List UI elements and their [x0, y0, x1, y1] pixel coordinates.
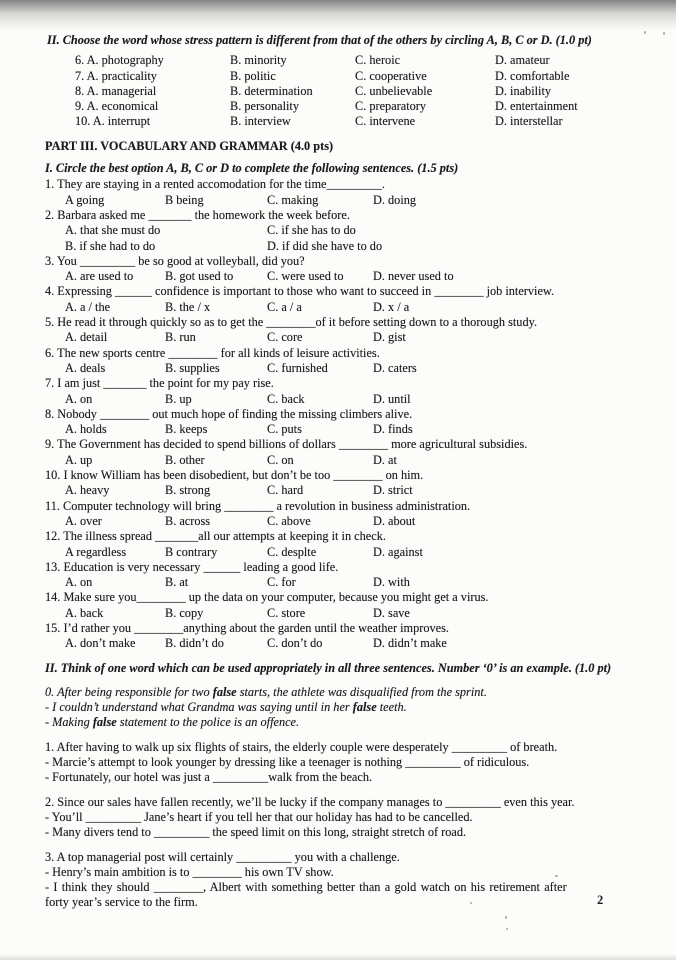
- option-a: A. detail: [65, 330, 108, 345]
- stress-question-row: [75, 69, 650, 84]
- options-row: [45, 269, 650, 284]
- stress-option-d: D. comfortable: [495, 68, 570, 83]
- item-sentence: 3. A top managerial post will certainly _________ you with a challenge.: [45, 849, 400, 864]
- stress-question-row: [75, 99, 650, 114]
- option-c: C. on: [267, 452, 294, 467]
- item-sentence: - Henry’s main ambition is to ________ his own TV show.: [45, 864, 334, 879]
- option-b: B. across: [165, 513, 211, 528]
- question-stem: 1. They are staying in a rented accomodation for the time_________.: [45, 177, 385, 192]
- option-a: A. on: [65, 575, 93, 590]
- option-b: B. the / x: [165, 299, 211, 314]
- option-a: A. back: [65, 605, 104, 620]
- option-a: A going: [65, 192, 105, 207]
- part3-heading: PART III. VOCABULARY AND GRAMMAR (4.0 pts): [45, 138, 334, 153]
- option-b: B. up: [165, 391, 192, 406]
- stress-option-a: 9. A. economical: [75, 99, 159, 114]
- option-a: A regardless: [65, 544, 127, 559]
- option-d: D. caters: [373, 360, 417, 375]
- option-a: A. heavy: [65, 483, 110, 498]
- options-row: [45, 223, 650, 238]
- example-text-segment: - Making: [45, 715, 93, 730]
- item-sentence: - Marcie’s attempt to look younger by dressing like a teenager is nothing _________ of ridiculous.: [45, 755, 530, 770]
- item-sentence: - Fortunately, our hotel was just a _________walk from the beach.: [45, 770, 373, 785]
- option-c: C. furnished: [267, 360, 328, 375]
- scan-noise-dot: [506, 928, 508, 930]
- option-d: D. never used to: [373, 269, 454, 284]
- stress-option-b: B. determination: [230, 83, 313, 98]
- option-b: B contrary: [165, 544, 218, 559]
- option-b: B. didn’t do: [165, 636, 224, 651]
- option-c: C. core: [267, 330, 303, 345]
- option-b: B. strong: [165, 483, 211, 498]
- option-d: D. if did she have to do: [267, 238, 383, 253]
- option-c: C. a / a: [267, 299, 302, 314]
- option-b: B. got used to: [165, 269, 234, 284]
- option-a: A. holds: [65, 422, 107, 437]
- scan-noise-dot: [505, 916, 507, 919]
- example-sentence: [45, 700, 650, 715]
- stress-option-c: C. preparatory: [355, 99, 427, 114]
- stress-option-d: D. amateur: [495, 53, 550, 68]
- option-a: A. are used to: [65, 269, 134, 284]
- example-block: [45, 685, 650, 731]
- option-d: D. didn’t make: [373, 636, 447, 651]
- question-stem: 7. I am just _______ the point for my pay rise.: [45, 376, 274, 391]
- stress-question-row: [75, 84, 650, 99]
- option-d: D. finds: [373, 422, 413, 437]
- section1-heading: I. Circle the best option A, B, C or D to complete the following sentences. (1.5 pts): [45, 161, 459, 176]
- stress-option-b: B. politic: [230, 68, 276, 83]
- item-sentence: - Many divers tend to _________ the speed limit on this long, straight stretch of road.: [45, 825, 467, 840]
- stress-option-b: B. personality: [230, 99, 299, 114]
- option-a: A. over: [65, 513, 102, 528]
- page-number: 2: [597, 893, 604, 907]
- option-d: D. against: [373, 544, 423, 559]
- option-d: D. until: [373, 391, 411, 406]
- example-keyword: false: [92, 715, 117, 730]
- option-c: C. hard: [267, 483, 304, 498]
- question-stem: 8. Nobody ________ out much hope of finding the missing climbers alive.: [45, 406, 413, 421]
- option-d: D. at: [373, 452, 397, 467]
- example-keyword: false: [352, 700, 377, 715]
- question-stem: 14. Make sure you________ up the data on your computer, because you might get a virus.: [45, 590, 489, 605]
- stress-option-d: D. inability: [495, 83, 552, 98]
- example-text-segment: 0. After being responsible for two: [45, 684, 213, 699]
- options-row: [45, 483, 650, 498]
- option-d: D. strict: [373, 483, 413, 498]
- question-stem: 4. Expressing ______ confidence is important to those who want to succeed in ________ job interview.: [45, 284, 555, 299]
- scan-noise-dot: [555, 875, 558, 877]
- option-c: C. were used to: [267, 269, 344, 284]
- option-a: A. that she must do: [65, 223, 161, 238]
- stress-question-table: [75, 53, 650, 129]
- question-stem: 5. He read it through quickly so as to get the ________of it before setting down to a thorough study.: [45, 315, 538, 330]
- option-c: C. for: [267, 575, 296, 590]
- option-c: C. above: [267, 513, 311, 528]
- option-c: C. desplte: [267, 544, 317, 559]
- question-stem: 10. I know William has been disobedient, but don’t be too ________ on him.: [45, 468, 424, 483]
- stress-option-d: D. entertainment: [495, 99, 578, 114]
- stress-section-heading: II. Choose the word whose stress pattern is different from that of the others by circling A, B, C or D. (1.0 pt): [47, 33, 592, 47]
- options-row: [45, 453, 650, 468]
- stress-option-b: B. minority: [230, 53, 287, 68]
- options-row: [45, 606, 650, 621]
- option-d: D. with: [373, 575, 410, 590]
- option-c: C. don’t do: [267, 636, 323, 651]
- stress-question-row: [75, 53, 650, 68]
- example-text-segment: teeth.: [376, 700, 407, 715]
- option-d: D. about: [373, 513, 416, 528]
- option-b: B. copy: [165, 605, 204, 620]
- option-a: A. a / the: [65, 299, 111, 314]
- options-row: [45, 392, 650, 407]
- scan-noise-dot: [470, 902, 472, 904]
- options-row: [45, 300, 650, 315]
- option-d: D. gist: [373, 330, 406, 345]
- item-sentence: - I think they should ________, Albert with something better than a gold watch on his retirement after: [45, 880, 567, 895]
- example-keyword: false: [212, 684, 237, 699]
- stress-question-row: [75, 114, 650, 129]
- stress-option-c: C. heroic: [355, 53, 401, 68]
- option-b: B. supplies: [165, 360, 220, 375]
- option-b: B. run: [165, 330, 196, 345]
- option-b: B. at: [165, 575, 189, 590]
- option-b: B being: [165, 192, 204, 207]
- stress-option-a: 10. A. interrupt: [75, 114, 151, 129]
- option-b: B. if she had to do: [65, 238, 156, 253]
- option-c: C. puts: [267, 422, 302, 437]
- question-stem: 6. The new sports centre ________ for all kinds of leisure activities.: [45, 345, 380, 360]
- options-row: [45, 514, 650, 529]
- stress-option-a: 7. A. practicality: [75, 68, 157, 83]
- scan-bottom-shadow: [0, 954, 676, 960]
- question-stem: 11. Computer technology will bring ________ a revolution in business administration.: [45, 498, 471, 513]
- scan-noise-dot: [663, 32, 665, 35]
- section2-heading: II. Think of one word which can be used appropriately in all three sentences. Number ‘0’ is an example. (1.0 pt): [45, 660, 612, 675]
- stress-option-b: B. interview: [230, 114, 291, 129]
- example-text-segment: - I couldn’t understand what Grandma was saying until in her: [45, 700, 353, 715]
- question-stem: 2. Barbara asked me _______ the homework the week before.: [45, 207, 350, 222]
- option-a: A. up: [65, 452, 93, 467]
- options-row: [45, 361, 650, 376]
- question-stem: 13. Education is very necessary ______ leading a good life.: [45, 559, 339, 574]
- question-stem: 3. You _________ be so good at volleyball, did you?: [45, 253, 305, 268]
- options-row: [45, 330, 650, 345]
- item-sentence: - You’ll _________ Jane’s heart if you tell her that our holiday has had to be cancelled.: [45, 809, 473, 824]
- example-sentence: [45, 715, 650, 730]
- example-text-segment: statement to the police is an offence.: [116, 715, 300, 730]
- option-a: A. on: [65, 391, 93, 406]
- word-item: [45, 740, 650, 786]
- options-row: [45, 239, 650, 254]
- scan-noise-dot: [644, 31, 646, 34]
- option-d: D. save: [373, 605, 410, 620]
- question-stem: 9. The Government has decided to spend billions of dollars ________ more agricultural subsidies.: [45, 437, 528, 452]
- item-sentence: 2. Since our sales have fallen recently, we’ll be lucky if the company manages to _________ even this year.: [45, 794, 575, 809]
- option-b: B. keeps: [165, 422, 208, 437]
- option-a: A. don’t make: [65, 636, 136, 651]
- option-c: C. back: [267, 391, 305, 406]
- option-d: D. x / a: [373, 299, 410, 314]
- options-row: [45, 545, 650, 560]
- option-b: B. other: [165, 452, 205, 467]
- word-item: [45, 850, 650, 911]
- options-row: [45, 575, 650, 590]
- word-item: [45, 795, 650, 841]
- item-sentence-continuation: forty year’s service to the firm.: [45, 895, 198, 910]
- stress-option-d: D. interstellar: [495, 114, 563, 129]
- stress-option-a: 6. A. photography: [75, 53, 164, 68]
- stress-option-a: 8. A. managerial: [75, 83, 157, 98]
- stress-option-c: C. intervene: [355, 114, 416, 129]
- item-sentence: 1. After having to walk up six flights of stairs, the elderly couple were desperately _________ of breath.: [45, 739, 558, 754]
- options-row: [45, 193, 650, 208]
- example-sentence: [45, 685, 650, 700]
- option-c: C. making: [267, 192, 319, 207]
- options-row: [45, 422, 650, 437]
- option-c: C. if she has to do: [267, 223, 356, 238]
- option-a: A. deals: [65, 360, 106, 375]
- question-stem: 15. I’d rather you ________anything about the garden until the weather improves.: [45, 620, 449, 635]
- example-text-segment: starts, the athlete was disqualified from the sprint.: [236, 684, 487, 699]
- option-c: C. store: [267, 605, 306, 620]
- stress-option-c: C. unbelievable: [355, 83, 433, 98]
- stress-option-c: C. cooperative: [355, 68, 427, 83]
- options-row: [45, 636, 650, 651]
- question-stem: 12. The illness spread _______all our attempts at keeping it in check.: [45, 529, 386, 544]
- option-d: D. doing: [373, 192, 417, 207]
